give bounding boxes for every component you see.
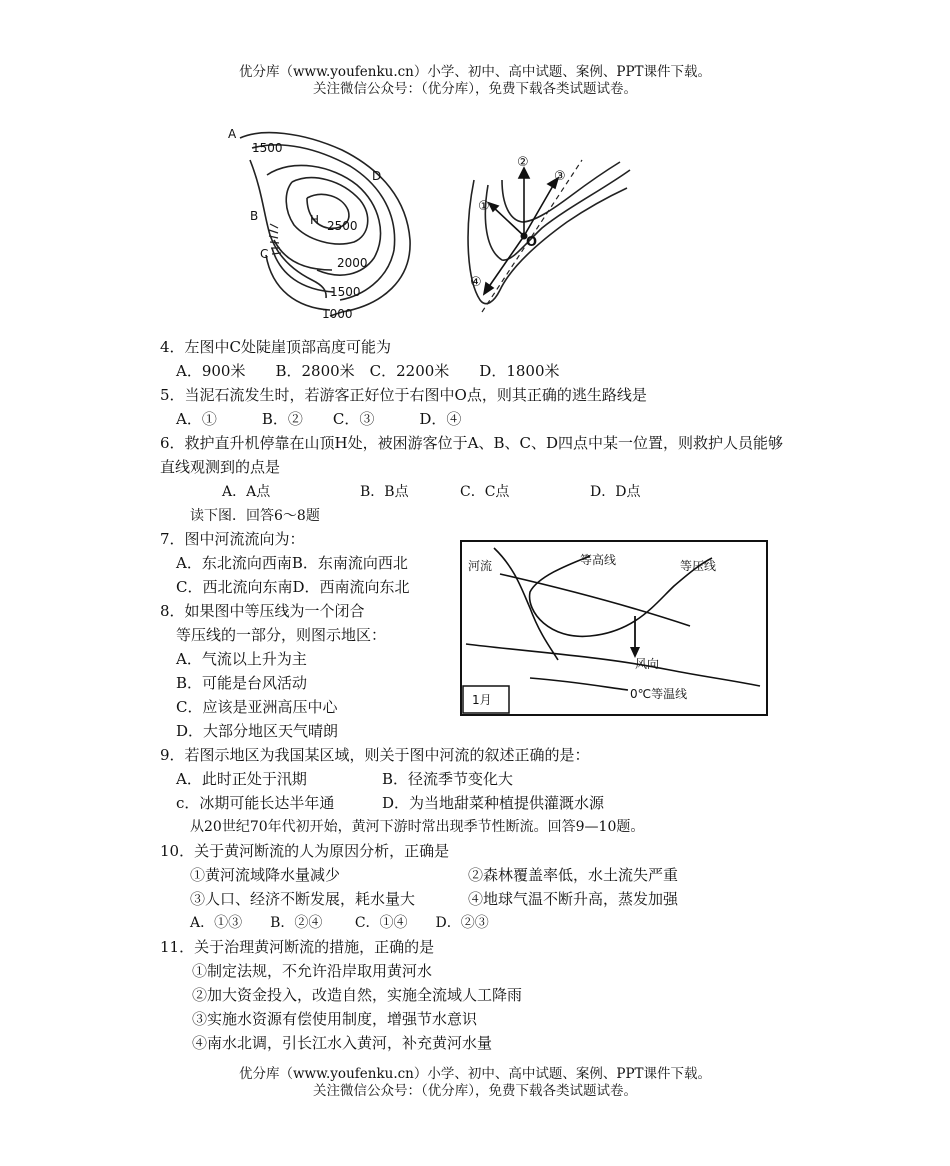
contour-map-left	[222, 120, 437, 325]
label-route-4: ④	[470, 275, 482, 290]
q6-stem-1: 6．救护直升机停靠在山顶H处，被困游客位于A、B、C、D四点中某一位置，则救护人员能够	[160, 434, 783, 452]
label-wind: 风向	[635, 657, 660, 671]
label-a: A	[228, 127, 237, 141]
q8-stem-2: 等压线的一部分，则图示地区：	[176, 626, 387, 644]
q8-option-a: A．气流以上升为主	[176, 650, 307, 668]
valley-map-right	[462, 150, 637, 320]
q8-option-b: B．可能是台风活动	[176, 674, 308, 692]
q8-stem-1: 8．如果图中等压线为一个闭合	[160, 602, 365, 620]
q6-option-d: D．D点	[590, 484, 641, 500]
label-isobar: 等压线	[680, 559, 717, 573]
q6-option-b: B．B点	[360, 484, 409, 500]
label-route-2: ②	[517, 155, 529, 170]
label-d: D	[372, 169, 382, 183]
q9-option-d: D．为当地甜菜种植提供灌溉水源	[382, 794, 605, 812]
intro-9-10: 从20世纪70年代初开始，黄河下游时常出现季节性断流。回答9—10题。	[190, 819, 645, 835]
q6-stem-2: 直线观测到的点是	[160, 458, 281, 476]
label-month: 1月	[472, 693, 492, 707]
label-isotherm: 0℃等温线	[630, 687, 688, 701]
read-figure-note: 读下图．回答6～8题	[190, 508, 320, 524]
q8-option-c: C．应该是亚洲高压中心	[176, 698, 338, 716]
q9-option-a: A．此时正处于汛期	[176, 770, 307, 788]
label-route-3: ③	[554, 169, 566, 184]
label-b: B	[250, 209, 259, 223]
q5-options: A．① B．② C．③ D．④	[176, 410, 462, 428]
contour-2500	[286, 178, 367, 244]
q9-option-b: B．径流季节变化大	[382, 770, 514, 788]
q4-stem: 4．左图中C处陡崖顶部高度可能为	[160, 338, 392, 356]
q10-item-2: ②森林覆盖率低，水土流失严重	[468, 866, 679, 884]
contour-outer-left	[468, 180, 627, 304]
footer-line-2: 关注微信公众号：（优分库），免费下载各类试题试卷。	[313, 1083, 637, 1099]
q10-options: A．①③ B．②④ C．①④ D．②③	[190, 915, 489, 931]
label-h: H	[310, 213, 320, 227]
label-1500-bottom: 1500	[330, 285, 361, 299]
label-contour: 等高线	[580, 553, 617, 567]
q6-option-c: C．C点	[460, 484, 510, 500]
q11-item-1: ①制定法规，不允许沿岸取用黄河水	[192, 962, 433, 980]
label-1500-top: 1500	[252, 141, 283, 155]
label-o: O	[526, 235, 538, 250]
contour-1000	[240, 133, 410, 316]
q9-option-c: c．冰期可能长达半年通	[176, 794, 335, 812]
q5-stem: 5．当泥石流发生时，若游客正好位于右图中O点，则其正确的逃生路线是	[160, 386, 647, 404]
isobar-figure	[460, 540, 768, 716]
header-line-2: 关注微信公众号：（优分库），免费下载各类试题试卷。	[313, 81, 637, 97]
q10-item-1: ①黄河流域降水量减少	[190, 866, 341, 884]
q10-item-3: ③人口、经济不断发展，耗水量大	[190, 890, 416, 908]
header-line-1: 优分库（www.youfenku.cn）小学、初中、高中试题、案例、PPT课件下载。	[238, 64, 712, 80]
label-1000: 1000	[322, 307, 353, 321]
q7-options-cd: C．西北流向东南D．西南流向东北	[176, 578, 410, 596]
q7-stem: 7．图中河流流向为：	[160, 530, 305, 548]
label-river: 河流	[468, 559, 493, 573]
q8-option-d: D．大部分地区天气晴朗	[176, 722, 339, 740]
label-c: C	[260, 247, 269, 261]
q9-stem: 9．若图示地区为我国某区域，则关于图中河流的叙述正确的是：	[160, 746, 590, 764]
q4-options: A．900米 B．2800米 C．2200米 D．1800米	[176, 362, 560, 380]
contour-valley	[250, 160, 326, 298]
q11-stem: 11．关于治理黄河断流的措施，正确的是	[160, 938, 435, 956]
q10-item-4: ④地球气温不断升高，蒸发加强	[468, 890, 679, 908]
label-2000: 2000	[337, 256, 368, 270]
label-2500: 2500	[327, 219, 358, 233]
footer-line-1: 优分库（www.youfenku.cn）小学、初中、高中试题、案例、PPT课件下载。	[238, 1066, 712, 1082]
q11-item-3: ③实施水资源有偿使用制度，增强节水意识	[192, 1010, 478, 1028]
label-route-1: ①	[478, 199, 490, 214]
q11-item-4: ④南水北调，引长江水入黄河，补充黄河水量	[192, 1034, 493, 1052]
q7-options-ab: A．东北流向西南B．东南流向西北	[176, 554, 408, 572]
q6-option-a: A．A点	[222, 484, 271, 500]
q11-item-2: ②加大资金投入，改造自然，实施全流域人工降雨	[192, 986, 523, 1004]
q10-stem: 10．关于黄河断流的人为原因分析，正确是	[160, 842, 450, 860]
contour-2000-lower	[274, 240, 332, 270]
